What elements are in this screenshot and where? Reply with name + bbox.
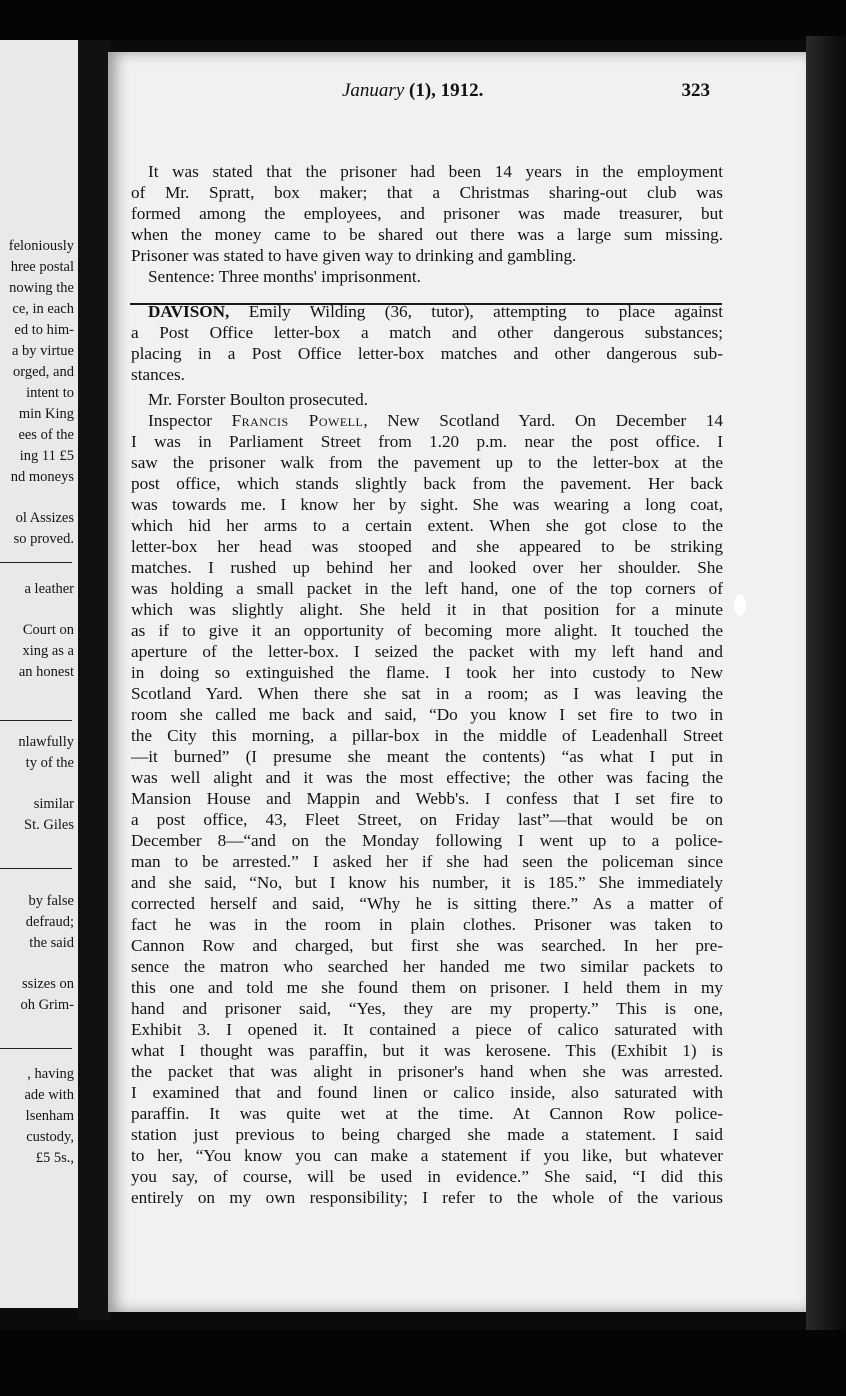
text-line: I examined that and found linen or calico inside, also saturated with [131,1083,723,1102]
facing-page-rule [0,562,72,563]
text-line: you say, of course, will be used in evidence.” She said, “I did this [131,1167,723,1186]
facing-page-line: xing as a [22,643,74,659]
facing-page-line: ees of the [18,427,74,443]
text-line: Cannon Row and charged, but first she was searched. In her pre- [131,936,723,955]
text-line: when the money came to be shared out there was a large sum missing. [131,225,723,244]
facing-page-line: a leather [24,581,74,597]
text-line: was holding a small packet in the left hand, one of the top corners of [131,579,723,598]
facing-page-line: hree postal [10,259,74,275]
text-line: Inspector Francis Powell, New Scotland Yard. On December 14 [148,411,724,430]
text-line: matches. I rushed up behind her and looked over her shoulder. She [131,558,723,577]
facing-page-line: custody, [26,1129,74,1145]
text-line: of Mr. Spratt, box maker; that a Christmas sharing-out club was [131,183,723,202]
defendant-name: DAVISON, [148,302,230,321]
page-edge-shadow [806,36,846,1336]
page-number: 323 [681,80,710,101]
text-line: —it burned” (I presume she meant the contents) “as what I put in [131,747,723,766]
facing-page-rule [0,1048,72,1049]
facing-page-line: ade with [24,1087,74,1103]
facing-page-line: nlawfully [18,734,74,750]
text-line: what I thought was paraffin, but it was kerosene. This (Exhibit 1) is [131,1041,723,1060]
text-line: December 8—“and on the Monday following I went up to a police- [131,831,723,850]
facing-page-line: ing 11 £5 [19,448,74,464]
facing-page-line: by false [28,893,74,909]
text-line: station just previous to being charged she made a statement. I said [131,1125,723,1144]
text-line: a Post Office letter-box a match and other dangerous substances; [131,323,723,342]
text-line: paraffin. It was quite wet at the time. At Cannon Row police- [131,1104,723,1123]
text-line: fact he was in the room in plain clothes. Prisoner was taken to [131,915,723,934]
facing-page-line: intent to [26,385,74,401]
text-line: Scotland Yard. When there she sat in a room; as I was leaving the [131,684,723,703]
facing-page-line: £5 5s., [35,1150,74,1166]
facing-page-line: the said [29,935,74,951]
text-line: Mr. Forster Boulton prosecuted. [148,390,369,409]
text-line: stances. [131,365,185,384]
text-line: hand and prisoner said, “Yes, they are my property.” This is one, [131,999,723,1018]
text-line: formed among the employees, and prisoner was made treasurer, but [131,204,723,223]
text-line: corrected herself and said, “Why he is sitting there.” As a matter of [131,894,723,913]
facing-page-line: nowing the [9,280,74,296]
book-gutter [78,40,110,1320]
facing-page-line: St. Giles [24,817,74,833]
text-line: which hid her arms to a certain extent. When she got close to the [131,516,723,535]
text-line: a post office, 43, Fleet Street, on Friday last”—that would be on [131,810,723,829]
text-line: was well alight and it was the most effective; the other was facing the [131,768,723,787]
text-line: post office, which stands slightly back from the pavement. Her back [131,474,723,493]
facing-page-line: ssizes on [22,976,74,992]
text-line: this one and told me she found them on prisoner. I held them in my [131,978,723,997]
text-line: Exhibit 3. I opened it. It contained a piece of calico saturated with [131,1020,723,1039]
text-line: Mansion House and Mappin and Webb's. I confess that I set fire to [131,789,723,808]
facing-page-line: orged, and [13,364,74,380]
facing-page-line: Court on [22,622,74,638]
text-line: sence the matron who searched her handed me two similar packets to [131,957,723,976]
facing-page-rule [0,868,72,869]
text-line: to her, “You know you can make a statement if you like, but whatever [131,1146,723,1165]
facing-page-line: so proved. [13,531,74,547]
text-line: Prisoner was stated to have given way to drinking and gambling. [131,246,577,265]
running-header [140,80,710,108]
facing-page-line: min King [18,406,74,422]
text-line: saw the prisoner walk from the pavement up to the letter-box at the [131,453,723,472]
facing-page-line: ol Assizes [15,510,74,526]
scan-border-bottom [0,1330,846,1396]
facing-page-line: lsenham [25,1108,74,1124]
facing-page-line: oh Grim- [20,997,74,1013]
text-line: was towards me. I know her by sight. She was wearing a long coat, [131,495,723,514]
text-line: the City this morning, a pillar-box in the middle of Leadenhall Street [131,726,723,745]
facing-page-fragment [0,40,78,1308]
text-line: placing in a Post Office letter-box matches and other dangerous sub- [131,344,723,363]
facing-page-line: nd moneys [10,469,74,485]
facing-page-line: defraud; [25,914,74,930]
text-line: It was stated that the prisoner had been 14 years in the employment [148,162,723,181]
text-line: letter-box her head was stooped and she appeared to be striking [131,537,723,556]
facing-page-line: ty of the [25,755,74,771]
text-line: aperture of the letter-box. I seized the packet with my left hand and [131,642,723,661]
facing-page-line: ed to him- [14,322,74,338]
text-line: Sentence: Three months' imprisonment. [148,267,421,286]
text-line: man to be arrested.” I asked her if she had seen the policeman since [131,852,723,871]
text-line: room she called me back and said, “Do you know I set fire to two in [131,705,723,724]
facing-page-line: feloniously [8,238,74,254]
facing-page-line: an honest [18,664,74,680]
text-line: entirely on my own responsibility; I refer to the whole of the various [131,1188,723,1207]
text-line: as if to give it an opportunity of becoming more alight. It touched the [131,621,723,640]
text-line: the packet that was alight in prisoner's hand when she was arrested. [131,1062,723,1081]
text-line: and she said, “No, but I know his number, it is 185.” She immediately [131,873,723,892]
facing-page-line: , having [27,1066,74,1082]
text-line: I was in Parliament Street from 1.20 p.m. near the post office. I [131,432,723,451]
scan-border-top [0,0,846,40]
text-line: in doing so extinguished the flame. I took her into custody to New [131,663,723,682]
facing-page-rule [0,720,72,721]
scan-blot [734,594,746,616]
text-line: DAVISON, Emily Wilding (36, tutor), attempting to place against [148,302,723,321]
witness-name: Francis Powell [231,411,364,430]
facing-page-line: a by virtue [11,343,74,359]
facing-page-line: similar [33,796,74,812]
header-date: January (1), 1912. [342,80,484,101]
text-line: which was slightly alight. She held it in that position for a minute [131,600,723,619]
facing-page-line: ce, in each [12,301,74,317]
